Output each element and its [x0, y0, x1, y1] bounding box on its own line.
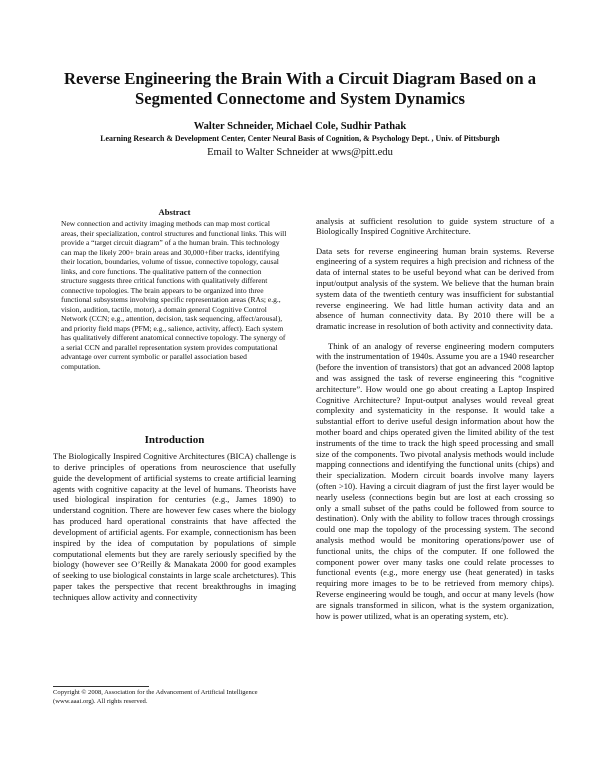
- right-column: [316, 207, 554, 630]
- abstract-text: New connection and activity imaging methods can map most cortical areas, their specialization, control structures and functional links. This will provide a “target circuit diagram” of a the human brain. This technology can map the likely 200+ brain areas and 30,000+fiber tracks, identifying their location, boundaries, volume of tissue, connective topology, causal links, and core functions. The qualitative pattern of the connection structure suggests three critical functions with qualitatively different connective topologies. The brain appears to be organized into three functional subsystems involving specific representation areas (RAs; e.g., vision, audition, tactile, motor), a domain general Cognitive Control Network (CCN; e.g., attention, decision, task sequencing, affect/arousal), and priority field maps (PFM; e.g., salience, activity, affect). Each system has qualitatively different anatomical connective topology. The synergy of a serial CCN and parallel representation system provides computational advantage over current symbolic or parallel association based computation.: [61, 219, 287, 371]
- paper-title: Reverse Engineering the Brain With a Circuit Diagram Based on a Segmented Connectome and System Dynamics: [64, 69, 536, 108]
- abstract-heading: Abstract: [158, 207, 191, 217]
- introduction-paragraph: The Biologically Inspired Cognitive Architectures (BICA) challenge is to derive principles of operations from neuroscience that usefully guide the development of artificial systems to create artificial learning agents with cognitive capacity at the level of humans. Theorists have used biological inspiration for centuries (e.g., James 1890) to understand cognition. There are however few cases where the biology has produced hard operational constraints that have affected the development of artificial agents. For example, connectionism has been inspired by the idea of computation by populations of simple computational elements but they are rarely seriously specified by the biology (however see O’Reilly & Manakata 2000 for good examples of seeking to use biological constaints in large scale archetctures). This paper takes the perspective that recent breakthroughs in imaging techniques allow activity and connectivity: [53, 451, 296, 602]
- copyright-notice: Copyright © 2008, Association for the Advancement of Artificial Intelligence (www.aaai.org). All rights reserved.: [53, 689, 258, 705]
- right-paragraph-2: Data sets for reverse engineering human brain systems. Reverse engineering of a system requires a high precision and richness of the data of internal states to be useful beyond what can be derived from input/output analysis of the system. We believe that the human brain system data of the twentieth century was insufficient for substantial reverse engineering. We had little human activity data and an absence of human connectivity data. By 2010 there will be a dramatic increase in resolution of both activity and connectivity data.: [316, 245, 554, 332]
- introduction-body: [53, 451, 296, 603]
- abstract-body: [61, 219, 287, 371]
- footnote-rule: [53, 686, 149, 687]
- contact-email: Email to Walter Schneider at wws@pitt.edu: [207, 147, 393, 158]
- right-paragraph-1: analysis at sufficient resolution to guide system structure of a Biologically Inspired Cognitive Architecture.: [316, 215, 554, 237]
- introduction-heading: Introduction: [144, 434, 205, 446]
- author-list: Walter Schneider, Michael Cole, Sudhir Pathak: [193, 121, 407, 132]
- right-paragraph-3: Think of an analogy of reverse engineering modern computers with the instrumentation of 1940s. Assume you are a 1940 researcher (before the invention of transistors) that got an advanced 2008 laptop and was assigned the task of reverse engineering this “cognitive architecture”. How would one go about creating a Laptop Inspired Cognitive Architecture? Input-output analyses would reveal great complexity and systematicity in the response. It would take a substantial effort to derive useful design information about how the mother board and chips operated given the limited ability of the test instruments of the time to track the high speed processing and small size of the components. Two pivotal analysis methods would include mapping connections and identifying the functional units (chips) and their specialization. Modern circuit boards involve many layers (often >10). Having a circuit diagram of just the first layer would be nearly useless (connections begin but are lost at each crossing so only a small subset of the paths could be followed from source to destination). Only with the ability to follow traces through crossings could one map the topology of the processing system. The second analysis method would be monitoring operations/power use of functional units, the chips of the computer. If one followed the component power over many tasks one could relate processes to functional events (e.g., more energy use (heat generated) in tasks requiring more images to be to be retrieved from memory chips). Reverse engineering would be tough, and occur at many levels (how are signals transformed in silicon, what is the system organization, how is power utilized, what is an operating system, etc).: [316, 340, 554, 621]
- affiliation: Learning Research & Development Center, Center Neural Basis of Cognition, & Psychology Dept. , Univ. of Pittsburgh: [100, 134, 500, 143]
